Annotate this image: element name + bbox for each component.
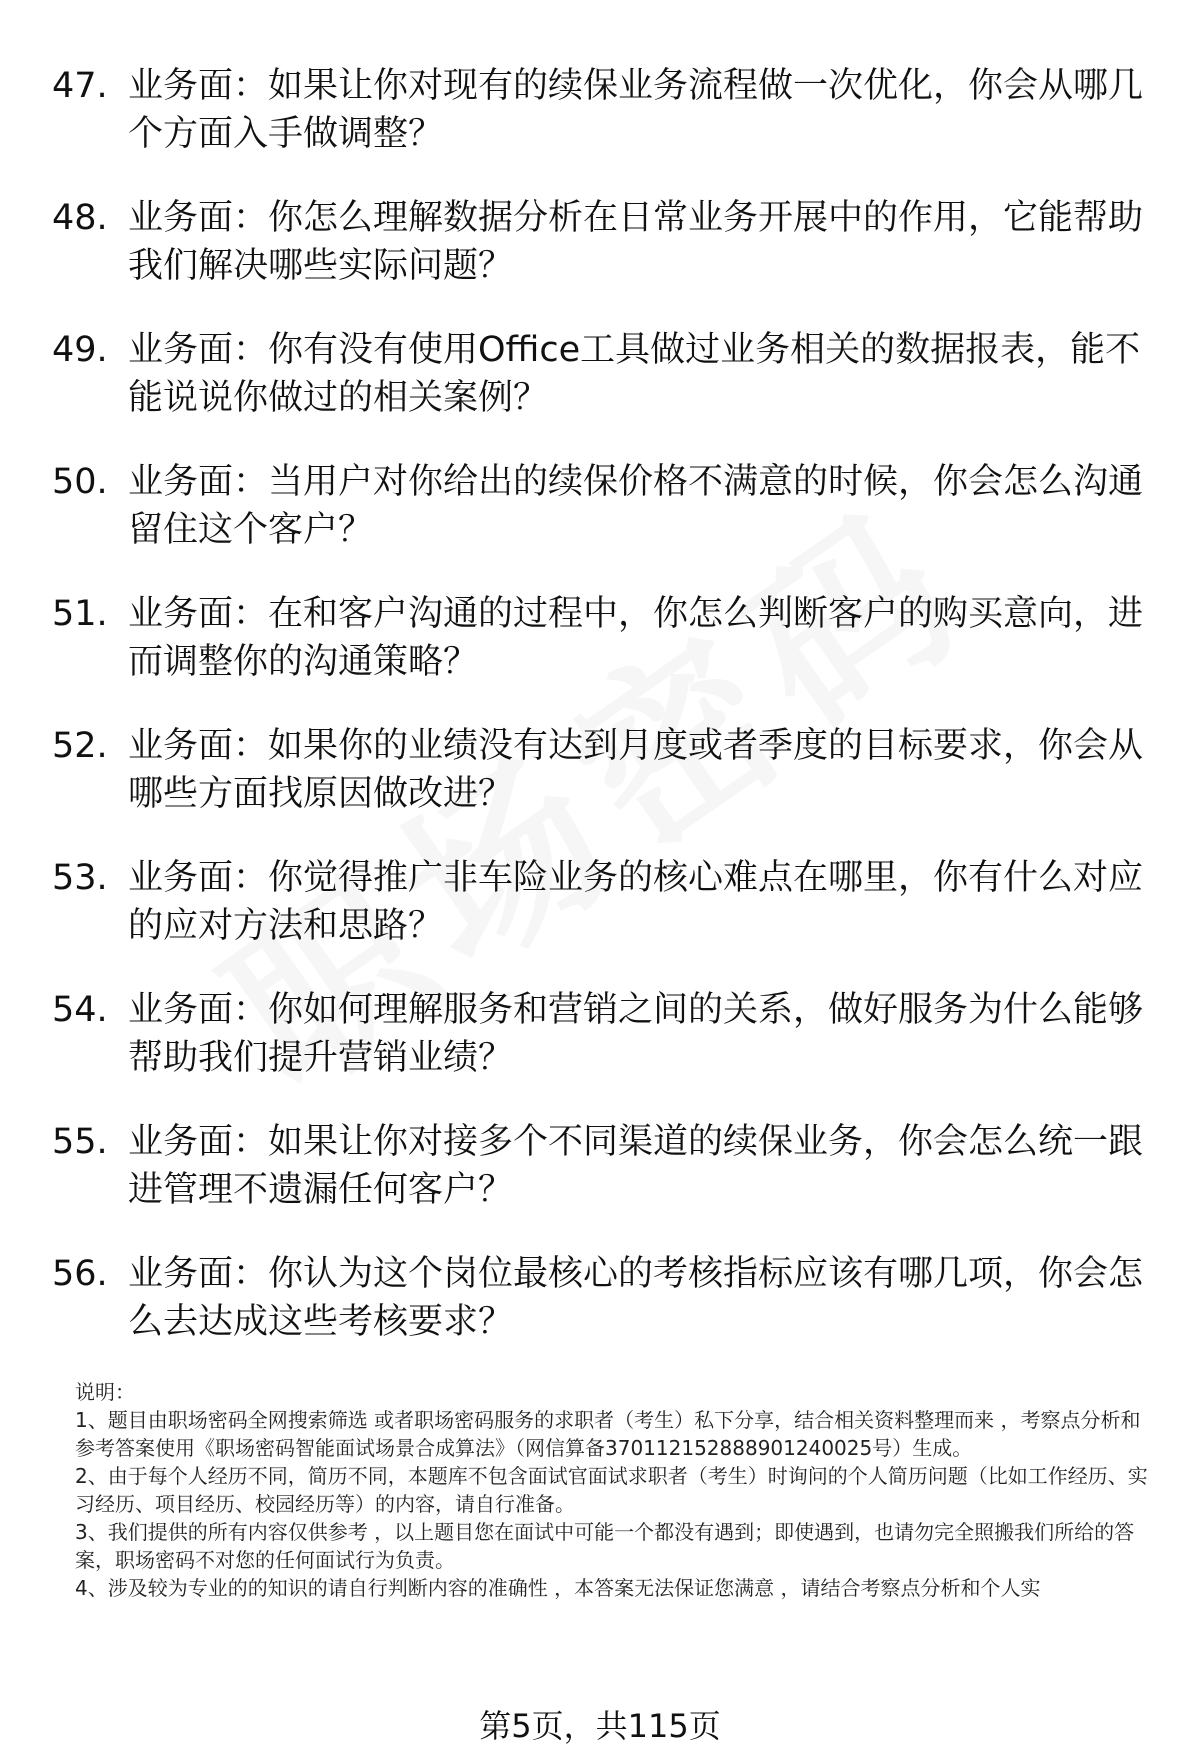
question-text: 业务面：当用户对你给出的续保价格不满意的时候，你会怎么沟通留住这个客户？ (128, 462, 1144, 550)
question-item (52, 854, 1152, 986)
notes-item: 2、由于每个人经历不同，简历不同，本题库不包含面试官面试求职者（考生）时询问的个人简历问题（比如工作经历、实习经历、项目经历、校园经历等）的内容，请自行准备。 (75, 1464, 1148, 1516)
notes-item: 3、我们提供的所有内容仅供参考 ，以上题目您在面试中可能一个都没有遇到；即使遇到，也请勿完全照搬我们所给的答案，职场密码不对您的任何面试行为负责。 (75, 1520, 1135, 1572)
question-text: 业务面：你有没有使用Office工具做过业务相关的数据报表，能不能说说你做过的相关案例？ (128, 330, 1141, 418)
question-item (52, 1118, 1152, 1250)
question-number: 49. (52, 330, 108, 370)
question-list (52, 62, 1152, 1382)
notes-section (75, 1378, 1157, 1602)
notes-item: 1、题目由职场密码全网搜索筛选 或者职场密码服务的求职者（考生）私下分享，结合相关资料整理而来 ，考察点分析和参考答案使用《职场密码智能面试场景合成算法》（网信算备370112152888901240025号）生成。 (75, 1408, 1141, 1460)
question-item (52, 62, 1152, 194)
question-item (52, 1250, 1152, 1382)
question-number: 47. (52, 66, 108, 106)
question-number: 54. (52, 990, 108, 1030)
question-number: 50. (52, 462, 108, 502)
question-item (52, 986, 1152, 1118)
question-number: 52. (52, 726, 108, 766)
question-text: 业务面：你怎么理解数据分析在日常业务开展中的作用，它能帮助我们解决哪些实际问题？ (128, 198, 1144, 286)
question-text: 业务面：你认为这个岗位最核心的考核指标应该有哪几项，你会怎么去达成这些考核要求？ (128, 1254, 1144, 1342)
question-item (52, 722, 1152, 854)
question-item (52, 458, 1152, 590)
page-number: 第5页，共115页 (479, 1707, 721, 1745)
question-item (52, 326, 1152, 458)
notes-item: 4、涉及较为专业的的知识的请自行判断内容的准确性 ，本答案无法保证您满意 ，请结合考察点分析和个人实 (75, 1576, 1041, 1600)
question-text: 业务面：在和客户沟通的过程中，你怎么判断客户的购买意向，进而调整你的沟通策略？ (128, 594, 1144, 682)
notes-title: 说明： (75, 1380, 135, 1404)
question-number: 56. (52, 1254, 108, 1294)
question-item (52, 590, 1152, 722)
question-text: 业务面：如果你的业绩没有达到月度或者季度的目标要求，你会从哪些方面找原因做改进？ (128, 726, 1144, 814)
question-number: 48. (52, 198, 108, 238)
question-text: 业务面：你如何理解服务和营销之间的关系，做好服务为什么能够帮助我们提升营销业绩？ (128, 990, 1144, 1078)
question-number: 51. (52, 594, 108, 634)
question-item (52, 194, 1152, 326)
question-text: 业务面：你觉得推广非车险业务的核心难点在哪里，你有什么对应的应对方法和思路？ (128, 858, 1144, 946)
question-text: 业务面：如果让你对现有的续保业务流程做一次优化，你会从哪几个方面入手做调整？ (128, 66, 1144, 154)
question-number: 53. (52, 858, 108, 898)
question-text: 业务面：如果让你对接多个不同渠道的续保业务，你会怎么统一跟进管理不遗漏任何客户？ (128, 1122, 1144, 1210)
question-number: 55. (52, 1122, 108, 1162)
